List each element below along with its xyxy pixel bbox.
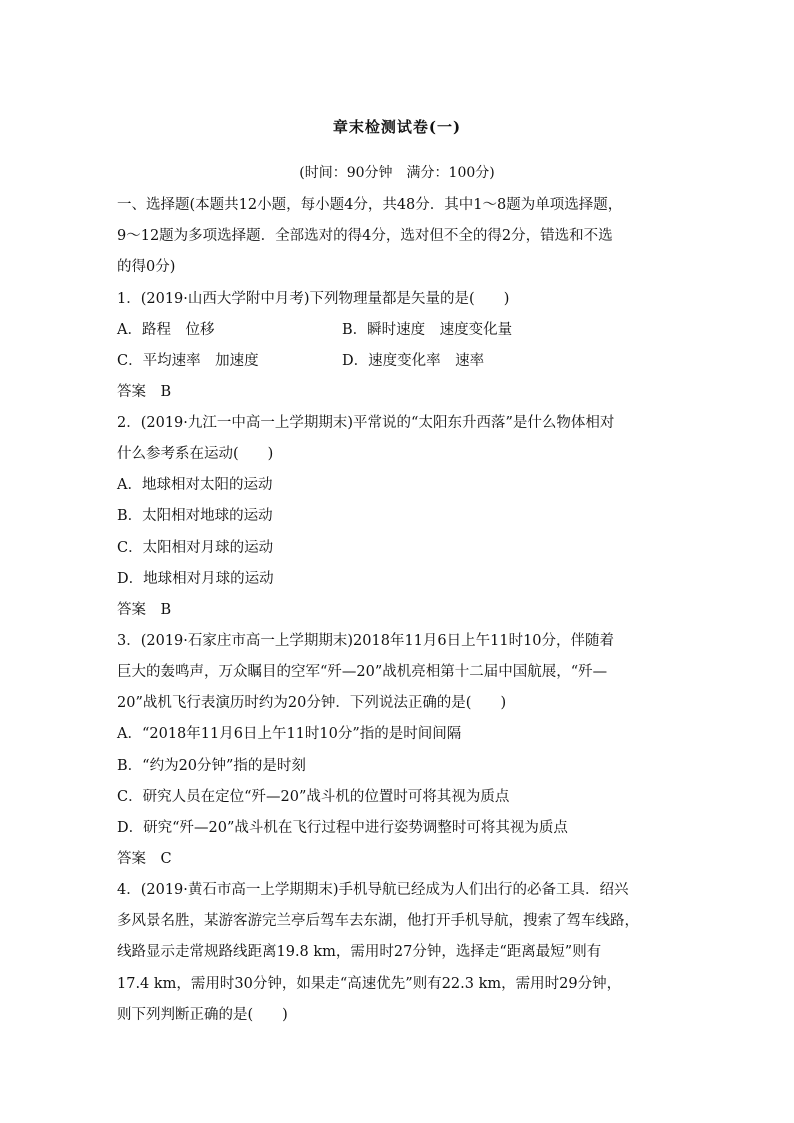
q3-option-a: A．“2018年11月6日上午11时10分”指的是时间间隔 bbox=[117, 726, 462, 742]
q1-option-b: B．瞬时速度 速度变化量 bbox=[342, 322, 513, 338]
q4-stem-line-1: 4．(2019·黄石市高一上学期期末)手机导航已经成为人们出行的必备工具．绍兴 bbox=[117, 882, 629, 898]
q4-stem-line-2: 多风景名胜，某游客游完兰亭后驾车去东湖，他打开手机导航，搜索了驾车线路， bbox=[117, 913, 639, 929]
q3-stem-line-3: 20”战机飞行表演历时约为20分钟．下列说法正确的是( ) bbox=[117, 695, 507, 711]
section-instruction-line-3: 的得0分) bbox=[117, 259, 176, 275]
q3-option-c: C．研究人员在定位“歼—20”战斗机的位置时可将其视为质点 bbox=[117, 789, 510, 805]
q1-stem: 1．(2019·山西大学附中月考)下列物理量都是矢量的是( ) bbox=[117, 291, 510, 307]
q4-stem-line-4: 17.4 km，需用时30分钟，如果走“高速优先”则有22.3 km，需用时29分钟， bbox=[117, 976, 622, 992]
q3-option-b: B．“约为20分钟”指的是时刻 bbox=[117, 758, 306, 774]
q2-stem-line-2: 什么参考系在运动( ) bbox=[117, 446, 274, 462]
q1-option-d: D．速度变化率 速率 bbox=[342, 353, 485, 369]
exam-time-info: (时间：90分钟 满分：100分) bbox=[299, 165, 495, 181]
q2-stem-line-1: 2．(2019·九江一中高一上学期期末)平常说的“太阳东升西落”是什么物体相对 bbox=[117, 415, 615, 431]
q1-option-c: C．平均速率 加速度 bbox=[117, 353, 259, 369]
section-instruction-line-2: 9～12题为多项选择题．全部选对的得4分，选对但不全的得2分，错选和不选 bbox=[117, 228, 613, 244]
q2-answer: 答案 B bbox=[117, 602, 172, 618]
page-title: 章末检测试卷(一) bbox=[332, 118, 462, 136]
q2-option-d: D．地球相对月球的运动 bbox=[117, 571, 274, 587]
q2-option-b: B．太阳相对地球的运动 bbox=[117, 508, 273, 524]
q1-option-a: A．路程 位移 bbox=[117, 322, 215, 338]
q1-answer: 答案 B bbox=[117, 384, 172, 400]
q3-answer: 答案 C bbox=[117, 851, 172, 867]
section-instruction-line-1: 一、选择题(本题共12小题，每小题4分，共48分．其中1～8题为单项选择题， bbox=[117, 197, 623, 213]
q2-option-c: C．太阳相对月球的运动 bbox=[117, 540, 274, 556]
q2-option-a: A．地球相对太阳的运动 bbox=[117, 477, 273, 493]
q3-stem-line-1: 3．(2019·石家庄市高一上学期期末)2018年11月6日上午11时10分，伴随着 bbox=[117, 633, 615, 649]
q3-option-d: D．研究“歼—20”战斗机在飞行过程中进行姿势调整时可将其视为质点 bbox=[117, 820, 568, 836]
q4-stem-line-3: 线路显示走常规路线距离19.8 km，需用时27分钟，选择走“距离最短”则有 bbox=[117, 944, 602, 960]
q4-stem-line-5: 则下列判断正确的是( ) bbox=[117, 1007, 288, 1023]
q3-stem-line-2: 巨大的轰鸣声，万众瞩目的空军“歼—20”战机亮相第十二届中国航展，“歼— bbox=[117, 664, 608, 680]
